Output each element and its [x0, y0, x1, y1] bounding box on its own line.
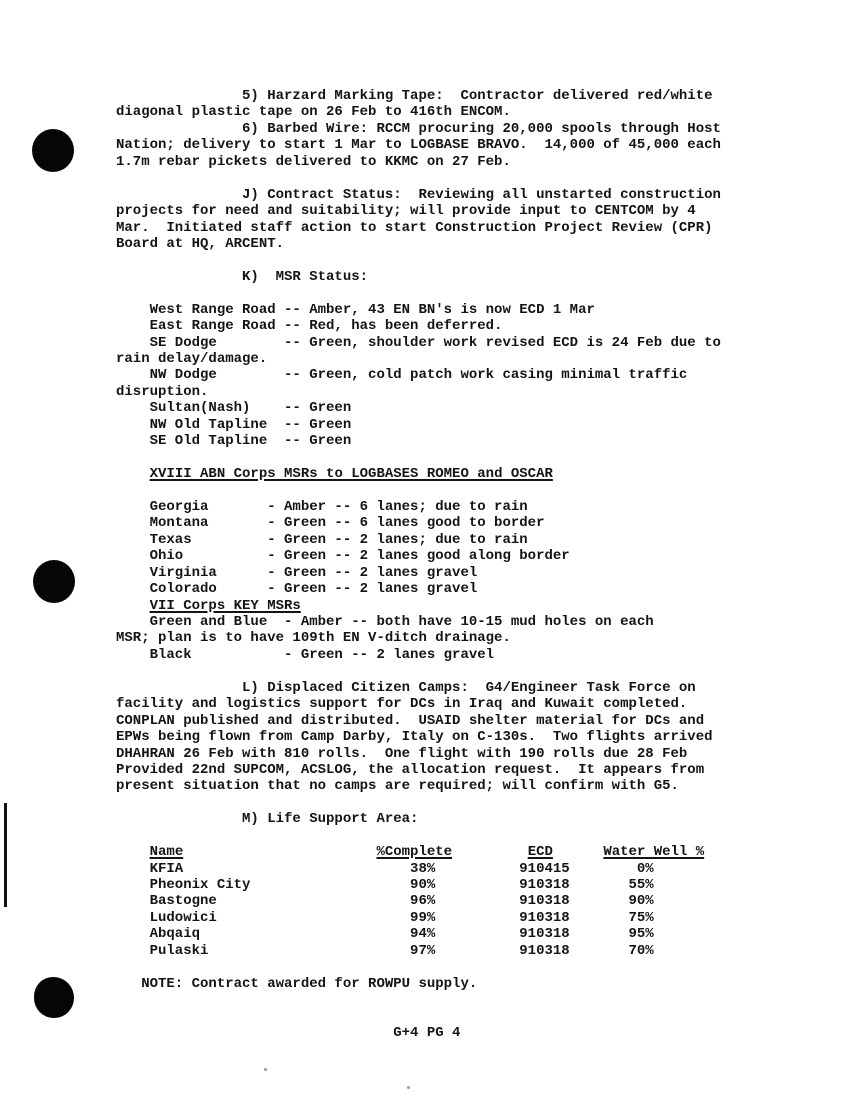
blank-line: [116, 1009, 721, 1025]
list-item: SE Dodge -- Green, shoulder work revised ECD is 24 Feb due to: [116, 334, 721, 351]
text-segment: [553, 844, 603, 860]
doc-line: CONPLAN published and distributed. USAID shelter material for DCs and: [116, 712, 705, 729]
doc-line: projects for need and suitability; will provide input to CENTCOM by 4: [116, 203, 696, 220]
text-segment: [116, 466, 150, 482]
section-heading: [116, 466, 721, 482]
list-item: NW Old Tapline -- Green: [116, 416, 352, 433]
blank-line: [116, 450, 721, 466]
underlined-text: %Complete: [376, 844, 453, 861]
underlined-text: VII Corps KEY MSRs: [149, 597, 301, 614]
doc-line: 1.7m rebar pickets delivered to KKMC on 27 Feb.: [116, 153, 511, 170]
doc-line: EPWs being flown from Camp Darby, Italy on C-130s. Two flights arrived: [116, 729, 713, 746]
list-item: Ohio - Green -- 2 lanes good along border: [116, 548, 570, 565]
hole-punch-top: [32, 129, 74, 172]
doc-line: Nation; delivery to start 1 Mar to LOGBASE BRAVO. 14,000 of 45,000 each: [116, 137, 721, 154]
list-item: East Range Road -- Red, has been deferred.: [116, 318, 503, 335]
underlined-text: ECD: [527, 844, 553, 861]
scan-edge-mark: [4, 803, 7, 907]
blank-line: [116, 828, 721, 844]
blank-line: [116, 170, 721, 186]
list-item-continuation: MSR; plan is to have 109th EN V-ditch drainage.: [116, 630, 511, 647]
doc-line: M) Life Support Area:: [116, 811, 419, 828]
underlined-text: Name: [149, 844, 184, 861]
doc-line: 5) Harzard Marking Tape: Contractor delivered red/white: [116, 88, 713, 104]
doc-line: J) Contract Status: Reviewing all unstarted construction: [116, 186, 721, 203]
doc-line: L) Displaced Citizen Camps: G4/Engineer Task Force on: [116, 679, 696, 696]
text-segment: [116, 598, 150, 614]
scan-speck: [264, 1068, 267, 1071]
list-item: SE Old Tapline -- Green: [116, 433, 352, 450]
text-segment: [183, 844, 376, 860]
doc-line: diagonal plastic tape on 26 Feb to 416th ENCOM.: [116, 104, 511, 121]
blank-line: [116, 795, 721, 811]
doc-line: present situation that no camps are required; will confirm with G5.: [116, 778, 679, 795]
table-row: Pheonix City 90% 910318 55%: [116, 877, 654, 893]
doc-line: Board at HQ, ARCENT.: [116, 235, 285, 252]
list-item: Green and Blue - Amber -- both have 10-15 mud holes on each: [116, 614, 654, 630]
blank-line: [116, 252, 721, 268]
page-footer: G+4 PG 4: [116, 1024, 461, 1041]
doc-line: Provided 22nd SUPCOM, ACSLOG, the allocation request. It appears from: [116, 761, 705, 778]
blank-line: [116, 959, 721, 975]
doc-line: K) MSR Status:: [116, 268, 369, 285]
doc-line: 6) Barbed Wire: RCCM procuring 20,000 spools through Host: [116, 120, 721, 137]
doc-line: Mar. Initiated staff action to start Construction Project Review (CPR): [116, 219, 713, 236]
table-header-row: [116, 844, 721, 860]
list-item: West Range Road -- Amber, 43 EN BN's is now ECD 1 Mar: [116, 301, 595, 318]
list-item: Black - Green -- 2 lanes gravel: [116, 646, 495, 663]
list-item: NW Dodge -- Green, cold patch work casing minimal traffic: [116, 367, 688, 384]
document-body: [116, 88, 721, 1041]
table-row: Abqaiq 94% 910318 95%: [116, 926, 654, 943]
list-item-continuation: disruption.: [116, 383, 209, 400]
hole-punch-bottom: [34, 977, 74, 1018]
underlined-text: Water Well %: [603, 844, 705, 861]
blank-line: [116, 285, 721, 301]
list-item: Sultan(Nash) -- Green: [116, 400, 352, 417]
list-item: Montana - Green -- 6 lanes good to border: [116, 515, 545, 532]
list-item: Georgia - Amber -- 6 lanes; due to rain: [116, 498, 528, 515]
table-row: Pulaski 97% 910318 70%: [116, 942, 654, 959]
text-segment: [452, 844, 528, 860]
list-item: Virginia - Green -- 2 lanes gravel: [116, 564, 478, 581]
hole-punch-middle: [33, 560, 75, 603]
list-item-continuation: rain delay/damage.: [116, 351, 268, 367]
underlined-text: XVIII ABN Corps MSRs to LOGBASES ROMEO and OSCAR: [149, 466, 553, 483]
section-heading: [116, 598, 721, 614]
doc-line: facility and logistics support for DCs in Iraq and Kuwait completed.: [116, 696, 688, 713]
blank-line: [116, 663, 721, 679]
note-line: NOTE: Contract awarded for ROWPU supply.: [116, 975, 478, 992]
table-row: Ludowici 99% 910318 75%: [116, 909, 654, 926]
blank-line: [116, 992, 721, 1008]
list-item: Colorado - Green -- 2 lanes gravel: [116, 581, 478, 598]
table-row: Bastogne 96% 910318 90%: [116, 893, 654, 910]
scan-speck: [407, 1086, 410, 1089]
table-row: KFIA 38% 910415 0%: [116, 860, 654, 877]
blank-line: [116, 483, 721, 499]
text-segment: [116, 844, 150, 860]
doc-line: DHAHRAN 26 Feb with 810 rolls. One flight with 190 rolls due 28 Feb: [116, 745, 688, 762]
list-item: Texas - Green -- 2 lanes; due to rain: [116, 531, 528, 548]
